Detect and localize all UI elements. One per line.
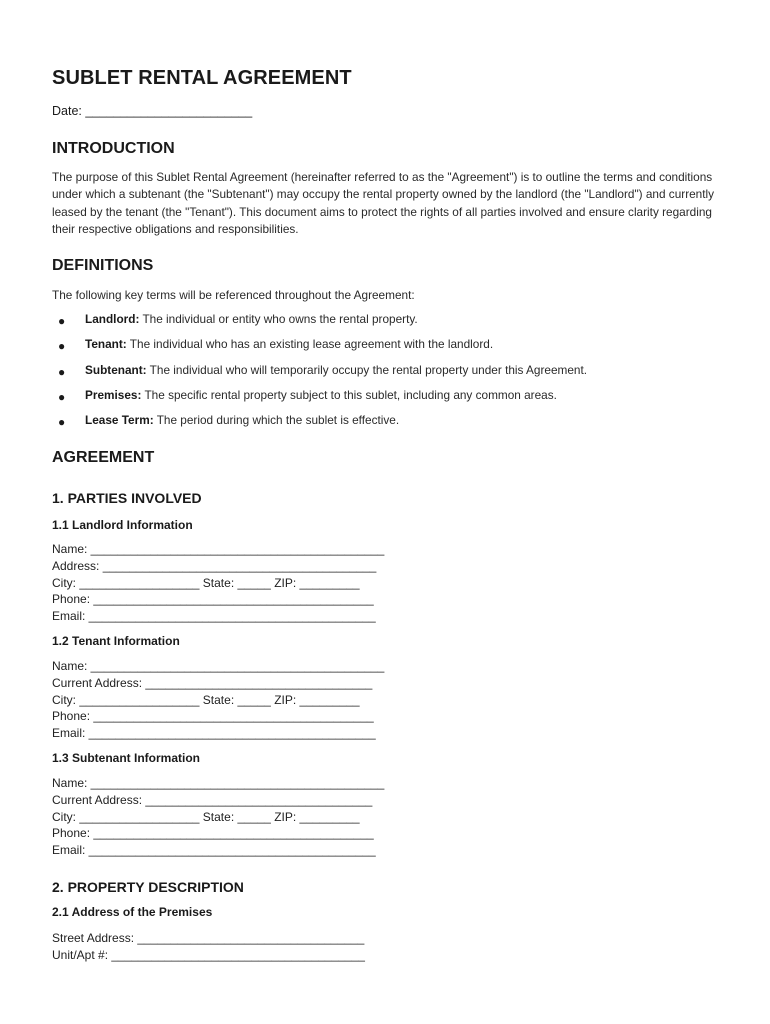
document-title: SUBLET RENTAL AGREEMENT (52, 67, 352, 89)
subtenant-email-field[interactable]: Email: ___________________________________________ (52, 843, 376, 858)
tenant-fields (52, 658, 384, 742)
landlord-phone-field[interactable]: Phone: __________________________________________ (52, 592, 374, 607)
tenant-city-state-zip-field[interactable]: City: __________________ State: _____ ZIP: _________ (52, 692, 360, 707)
unit-apt-field[interactable]: Unit/Apt #: ______________________________________ (52, 947, 365, 962)
bullet-icon: ● (58, 389, 66, 404)
subtenant-name-field[interactable]: Name: ____________________________________________ (52, 776, 385, 790)
definition-text: The specific rental property subject to this sublet, including any common areas. (141, 387, 557, 402)
definitions-list (52, 311, 587, 437)
parties-heading: 1. PARTIES INVOLVED (52, 490, 202, 506)
landlord-name-field[interactable]: Name: ____________________________________________ (52, 542, 385, 556)
bullet-icon: ● (58, 339, 66, 354)
date-field: Date: ________________________ (52, 104, 253, 118)
tenant-email-field[interactable]: Email: ___________________________________________ (52, 726, 376, 741)
definition-text: The individual who will temporarily occupy the rental property under this Agreement. (146, 362, 588, 377)
landlord-email-field[interactable]: Email: ___________________________________________ (52, 609, 376, 624)
tenant-phone-field[interactable]: Phone: __________________________________________ (52, 709, 374, 724)
bullet-icon: ● (58, 364, 66, 379)
definition-term: Premises: (85, 387, 142, 402)
definition-text: The period during which the sublet is effective. (153, 413, 400, 428)
subtenant-fields (52, 775, 384, 859)
landlord-address-field[interactable]: Address: _________________________________________ (52, 558, 377, 573)
landlord-info-heading: 1.1 Landlord Information (52, 518, 193, 532)
definition-item-lease-term (52, 412, 587, 437)
subtenant-address-field[interactable]: Current Address: __________________________________ (52, 792, 373, 807)
definition-term: Subtenant: (85, 362, 147, 377)
bullet-icon: ● (58, 314, 66, 328)
definition-item-premises (52, 387, 587, 412)
definition-term: Lease Term: (85, 413, 154, 428)
definition-text: The individual or entity who owns the rental property. (139, 312, 418, 326)
definition-term: Tenant: (85, 337, 127, 352)
subtenant-phone-field[interactable]: Phone: __________________________________________ (52, 826, 374, 841)
street-address-field[interactable]: Street Address: __________________________________ (52, 931, 365, 945)
definitions-lead: The following key terms will be referenced throughout the Agreement: (52, 288, 415, 302)
agreement-heading: AGREEMENT (52, 449, 155, 466)
definition-item-subtenant (52, 362, 587, 387)
bullet-icon: ● (58, 415, 66, 430)
subtenant-info-heading: 1.3 Subtenant Information (52, 751, 201, 765)
definition-item-tenant (52, 336, 587, 361)
definition-item-landlord (52, 311, 587, 336)
subtenant-city-state-zip-field[interactable]: City: __________________ State: _____ ZIP: _________ (52, 809, 360, 824)
landlord-fields (52, 541, 384, 625)
definition-term: Landlord: (85, 312, 140, 326)
definitions-heading: DEFINITIONS (52, 257, 154, 274)
premises-address-heading: 2.1 Address of the Premises (52, 905, 213, 919)
property-description-heading: 2. PROPERTY DESCRIPTION (52, 879, 244, 895)
tenant-name-field[interactable]: Name: ____________________________________________ (52, 659, 385, 673)
introduction-heading: INTRODUCTION (52, 140, 175, 157)
tenant-info-heading: 1.2 Tenant Information (52, 634, 180, 648)
tenant-address-field[interactable]: Current Address: __________________________________ (52, 675, 373, 690)
landlord-city-state-zip-field[interactable]: City: __________________ State: _____ ZIP: _________ (52, 575, 360, 590)
premises-address-fields (52, 930, 365, 964)
definition-text: The individual who has an existing lease agreement with the landlord. (126, 337, 494, 352)
introduction-paragraph: The purpose of this Sublet Rental Agreement (hereinafter referred to as the "Agreement") is to outline the terms and conditions under which a subtenant (the "Subtenant") may occupy the rental property owned by the landlord (the "Landlord") and currently leased by the tenant (the "Tenant"). This document aims to protect the rights of all parties involved and ensure clarity regarding their respective obligations and responsibilities. (52, 170, 715, 236)
